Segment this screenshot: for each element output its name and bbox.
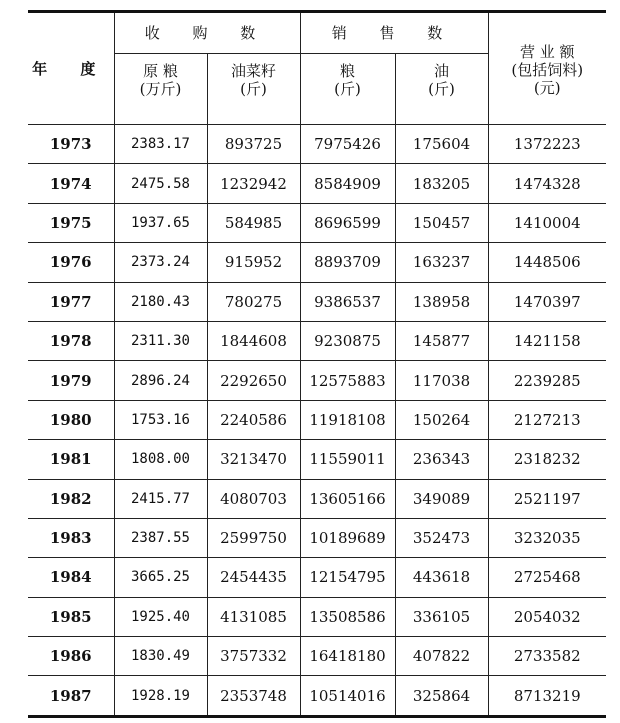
table-row — [28, 479, 606, 518]
purchase-rapeseed-cell: 3213470 — [207, 440, 300, 479]
year-column-header: 年 度 — [28, 12, 114, 125]
sales-oil-cell: 407822 — [395, 637, 488, 676]
table-row — [28, 321, 606, 360]
sales-oil-cell: 325864 — [395, 676, 488, 716]
purchase-rapeseed-cell: 893725 — [207, 125, 300, 164]
sales-grain-cell: 10514016 — [300, 676, 395, 716]
year-cell: 1987 — [28, 676, 114, 716]
sales-oil-cell: 117038 — [395, 361, 488, 400]
year-cell: 1982 — [28, 479, 114, 518]
purchase-rapeseed-cell: 780275 — [207, 282, 300, 321]
purchase-rapeseed-header — [207, 54, 300, 125]
purchase-grain-label: 原 粮 — [143, 62, 178, 80]
sales-oil-cell: 236343 — [395, 440, 488, 479]
revenue-cell: 3232035 — [488, 518, 606, 557]
table-body — [28, 125, 606, 717]
sales-grain-cell: 11559011 — [300, 440, 395, 479]
revenue-cell: 2127213 — [488, 400, 606, 439]
sales-grain-cell: 8696599 — [300, 203, 395, 242]
purchase-rapeseed-cell: 2240586 — [207, 400, 300, 439]
purchase-grain-cell: 1830.49 — [114, 637, 207, 676]
purchase-grain-cell: 1937.65 — [114, 203, 207, 242]
revenue-cell: 1421158 — [488, 321, 606, 360]
year-cell: 1978 — [28, 321, 114, 360]
sales-oil-cell: 352473 — [395, 518, 488, 557]
revenue-cell: 2239285 — [488, 361, 606, 400]
revenue-header-line1: 营 业 额 — [520, 42, 575, 61]
year-cell: 1980 — [28, 400, 114, 439]
purchase-rapeseed-cell: 2454435 — [207, 558, 300, 597]
table-row — [28, 243, 606, 282]
year-cell: 1975 — [28, 203, 114, 242]
sales-oil-cell: 145877 — [395, 321, 488, 360]
sales-grain-cell: 9386537 — [300, 282, 395, 321]
sales-grain-cell: 9230875 — [300, 321, 395, 360]
year-cell: 1979 — [28, 361, 114, 400]
sales-grain-cell: 10189689 — [300, 518, 395, 557]
purchase-rapeseed-cell: 584985 — [207, 203, 300, 242]
purchase-rapeseed-cell: 1232942 — [207, 164, 300, 203]
sales-grain-cell: 12154795 — [300, 558, 395, 597]
sales-grain-cell: 8893709 — [300, 243, 395, 282]
table-row — [28, 400, 606, 439]
purchase-grain-cell: 1808.00 — [114, 440, 207, 479]
revenue-cell: 2318232 — [488, 440, 606, 479]
purchase-rapeseed-cell: 4080703 — [207, 479, 300, 518]
purchase-grain-cell: 2387.55 — [114, 518, 207, 557]
purchase-group-header: 收 购 数 — [114, 12, 300, 54]
year-cell: 1983 — [28, 518, 114, 557]
purchase-grain-cell: 2383.17 — [114, 125, 207, 164]
sales-oil-cell: 150264 — [395, 400, 488, 439]
revenue-header-line2: (包括饲料) — [511, 60, 584, 79]
revenue-cell: 2054032 — [488, 597, 606, 636]
sales-oil-unit: (斤) — [428, 80, 455, 98]
grain-statistics-table — [28, 10, 606, 718]
revenue-cell: 1372223 — [488, 125, 606, 164]
revenue-cell: 1474328 — [488, 164, 606, 203]
sales-grain-unit: (斤) — [334, 80, 361, 98]
purchase-grain-cell: 1753.16 — [114, 400, 207, 439]
purchase-grain-cell: 2180.43 — [114, 282, 207, 321]
table-row — [28, 203, 606, 242]
table-row — [28, 440, 606, 479]
sales-oil-header — [395, 54, 488, 125]
sales-grain-cell: 13605166 — [300, 479, 395, 518]
sales-oil-cell: 443618 — [395, 558, 488, 597]
purchase-grain-cell: 3665.25 — [114, 558, 207, 597]
sales-oil-cell: 138958 — [395, 282, 488, 321]
purchase-rapeseed-cell: 1844608 — [207, 321, 300, 360]
sales-oil-cell: 163237 — [395, 243, 488, 282]
sales-grain-cell: 7975426 — [300, 125, 395, 164]
sales-oil-cell: 150457 — [395, 203, 488, 242]
purchase-rapeseed-cell: 2292650 — [207, 361, 300, 400]
year-cell: 1986 — [28, 637, 114, 676]
table-row — [28, 282, 606, 321]
statistics-table-container — [28, 10, 606, 718]
sales-oil-cell: 183205 — [395, 164, 488, 203]
year-cell: 1981 — [28, 440, 114, 479]
sales-grain-cell: 12575883 — [300, 361, 395, 400]
sales-oil-cell: 175604 — [395, 125, 488, 164]
table-row — [28, 361, 606, 400]
revenue-cell: 2521197 — [488, 479, 606, 518]
year-cell: 1984 — [28, 558, 114, 597]
sales-oil-label: 油 — [434, 62, 450, 80]
sales-grain-cell: 11918108 — [300, 400, 395, 439]
sales-oil-cell: 349089 — [395, 479, 488, 518]
sales-grain-cell: 16418180 — [300, 637, 395, 676]
sales-oil-cell: 336105 — [395, 597, 488, 636]
year-cell: 1976 — [28, 243, 114, 282]
table-row — [28, 125, 606, 164]
revenue-cell: 1410004 — [488, 203, 606, 242]
purchase-grain-header — [114, 54, 207, 125]
purchase-rapeseed-cell: 3757332 — [207, 637, 300, 676]
revenue-cell: 2733582 — [488, 637, 606, 676]
revenue-cell: 1470397 — [488, 282, 606, 321]
sales-grain-label: 粮 — [340, 62, 356, 80]
purchase-grain-cell: 2373.24 — [114, 243, 207, 282]
revenue-cell: 8713219 — [488, 676, 606, 716]
sales-grain-header — [300, 54, 395, 125]
sales-grain-cell: 13508586 — [300, 597, 395, 636]
table-row — [28, 518, 606, 557]
table-row — [28, 164, 606, 203]
purchase-rapeseed-cell: 915952 — [207, 243, 300, 282]
purchase-grain-cell: 1925.40 — [114, 597, 207, 636]
purchase-grain-cell: 2475.58 — [114, 164, 207, 203]
year-cell: 1985 — [28, 597, 114, 636]
revenue-cell: 2725468 — [488, 558, 606, 597]
sales-grain-cell: 8584909 — [300, 164, 395, 203]
year-cell: 1977 — [28, 282, 114, 321]
purchase-grain-cell: 1928.19 — [114, 676, 207, 716]
purchase-grain-unit: (万斤) — [139, 80, 182, 98]
sales-group-header: 销 售 数 — [300, 12, 488, 54]
purchase-grain-cell: 2415.77 — [114, 479, 207, 518]
purchase-rapeseed-cell: 2599750 — [207, 518, 300, 557]
purchase-grain-cell: 2896.24 — [114, 361, 207, 400]
table-row — [28, 558, 606, 597]
purchase-rapeseed-unit: (斤) — [240, 80, 267, 98]
year-cell: 1974 — [28, 164, 114, 203]
purchase-rapeseed-label: 油菜籽 — [231, 62, 277, 80]
purchase-grain-cell: 2311.30 — [114, 321, 207, 360]
revenue-cell: 1448506 — [488, 243, 606, 282]
table-row — [28, 676, 606, 716]
revenue-column-header — [488, 12, 606, 125]
purchase-rapeseed-cell: 2353748 — [207, 676, 300, 716]
table-row — [28, 597, 606, 636]
table-row — [28, 637, 606, 676]
revenue-header-unit: (元) — [533, 78, 561, 97]
purchase-rapeseed-cell: 4131085 — [207, 597, 300, 636]
year-cell: 1973 — [28, 125, 114, 164]
